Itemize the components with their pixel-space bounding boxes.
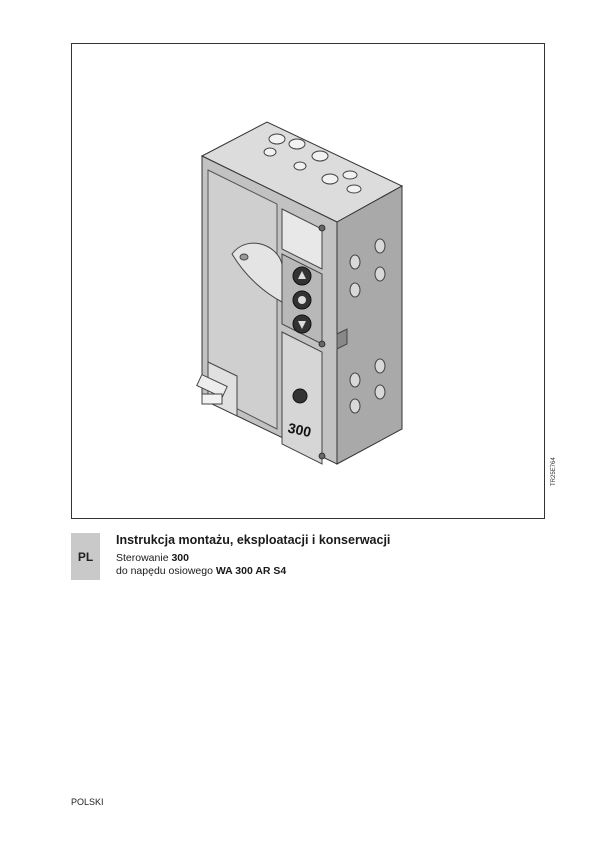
device-label: 300 xyxy=(286,419,313,441)
subtitle-2-model: WA 300 AR S4 xyxy=(215,565,287,577)
housing-side xyxy=(337,186,402,464)
subtitle-2-prefix: do napędu osiowego xyxy=(116,565,216,577)
language-badge: PL xyxy=(71,533,100,580)
subtitle-1-model: 300 xyxy=(171,552,189,564)
document-title: Instrukcja montażu, eksploatacji i konserwacji xyxy=(116,533,391,547)
subtitle-1-prefix: Sterowanie xyxy=(116,552,172,564)
figure-code: TR25E764 xyxy=(551,457,557,486)
title-block xyxy=(116,533,390,578)
key-switch-icon xyxy=(293,389,307,403)
subtitle-line-2 xyxy=(116,565,390,578)
subtitle-line-1 xyxy=(116,552,390,565)
footer-language: POLSKI xyxy=(71,797,104,807)
figure-frame xyxy=(71,43,545,519)
control-buttons xyxy=(293,267,311,333)
control-box-illustration xyxy=(72,44,546,520)
